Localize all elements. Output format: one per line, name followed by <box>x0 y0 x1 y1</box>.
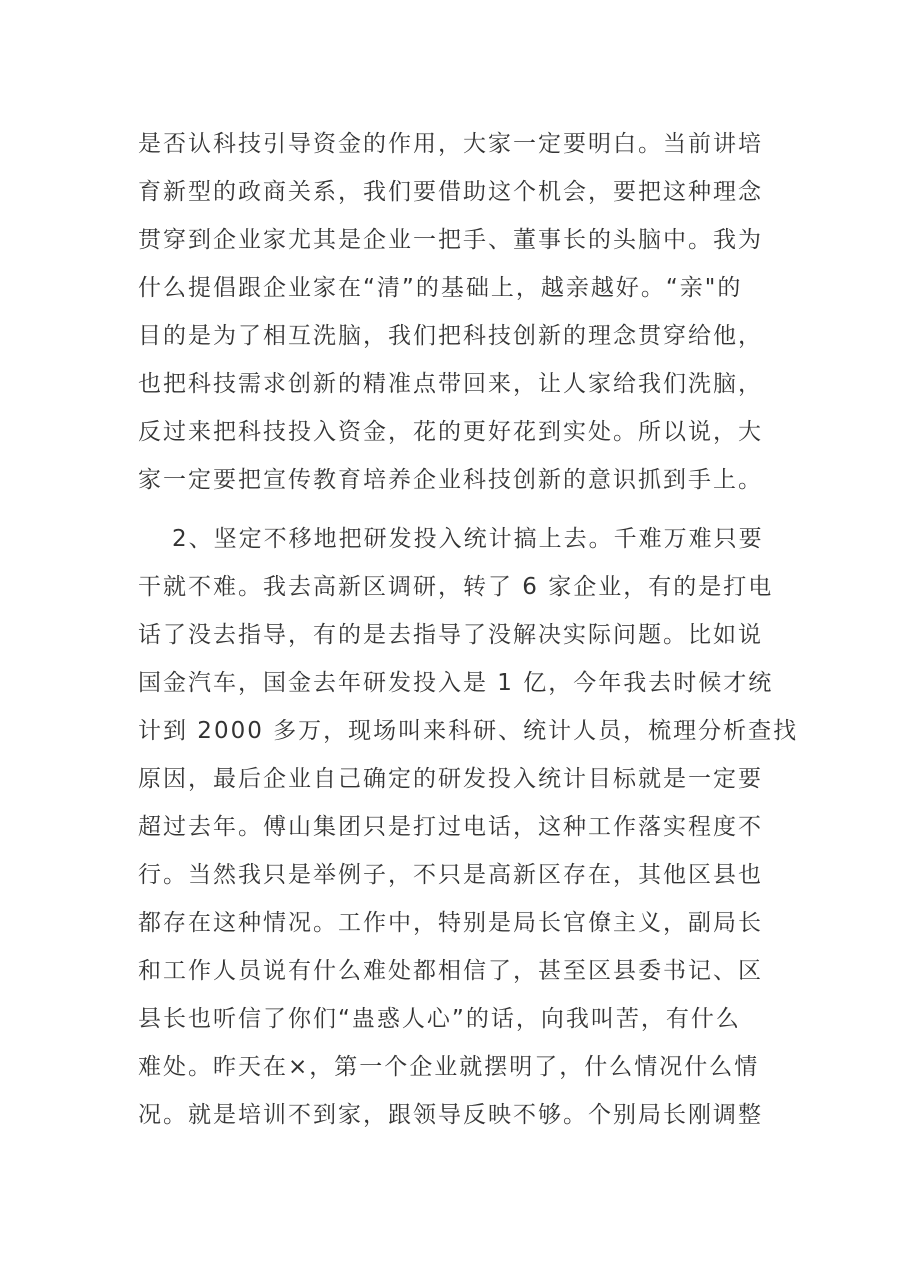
text-line: 县长也听信了你们“蛊惑人心”的话，向我叫苦，有什么 <box>138 1006 741 1032</box>
text-line: 超过去年。傅山集团只是打过电话，这种工作落实程度不 <box>138 814 763 840</box>
text-line: 计到 2000 多万，现场叫来科研、统计人员，梳理分析查找 <box>138 718 799 744</box>
text-line: 2、坚定不移地把研发投入统计搞上去。千难万难只要 <box>172 526 764 552</box>
text-line: 贯穿到企业家尤其是企业一把手、董事长的头脑中。我为 <box>138 227 763 253</box>
document-body <box>138 120 799 1139</box>
text-line: 国金汽车，国金去年研发投入是 1 亿，今年我去时候才统 <box>138 670 774 696</box>
paragraph-1 <box>138 120 774 504</box>
text-line: 是否认科技引导资金的作用，大家一定要明白。当前讲培 <box>138 131 763 157</box>
text-line: 反过来把科技投入资金，花的更好花到实处。所以说，大 <box>138 419 763 445</box>
text-line: 目的是为了相互洗脑，我们把科技创新的理念贯穿给他， <box>138 323 763 349</box>
paragraph-2 <box>138 515 799 1139</box>
text-line: 话了没去指导，有的是去指导了没解决实际问题。比如说 <box>138 622 763 648</box>
text-line: 原因，最后企业自己确定的研发投入统计目标就是一定要 <box>138 766 763 792</box>
text-line: 家一定要把宣传教育培养企业科技创新的意识抓到手上。 <box>138 467 763 493</box>
text-line: 都存在这种情况。工作中，特别是局长官僚主义，副局长 <box>138 910 763 936</box>
text-line: 难处。昨天在×，第一个企业就摆明了，什么情况什么情 <box>138 1054 760 1080</box>
text-line: 也把科技需求创新的精准点带回来，让人家给我们洗脑， <box>138 371 763 397</box>
text-line: 行。当然我只是举例子，不只是高新区存在，其他区县也 <box>138 862 763 888</box>
text-line: 育新型的政商关系，我们要借助这个机会，要把这种理念 <box>138 179 763 205</box>
text-line: 干就不难。我去高新区调研，转了 6 家企业，有的是打电 <box>138 574 774 600</box>
text-line: 和工作人员说有什么难处都相信了，甚至区县委书记、区 <box>138 958 763 984</box>
text-line: 什么提倡跟企业家在“清”的基础上，越亲越好。“亲"的 <box>138 275 743 301</box>
text-line: 况。就是培训不到家，跟领导反映不够。个别局长刚调整 <box>138 1102 763 1128</box>
